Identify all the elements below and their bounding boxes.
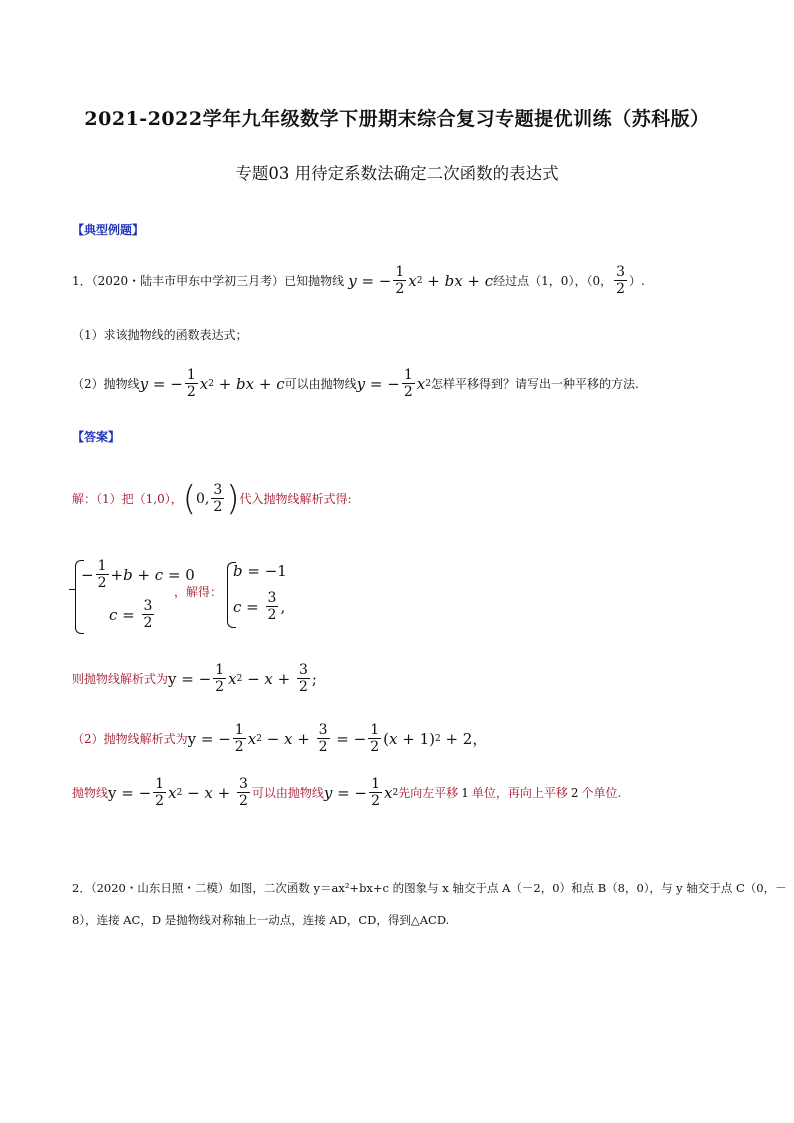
answer-5-middle: 可以由抛物线	[251, 786, 324, 800]
answer-1-tail: 代入抛物线解析式得:	[239, 492, 352, 506]
question-2-line-2: 8），连接 AC，D 是抛物线对称轴上一动点，连接 AD，CD，得到△ACD.	[72, 913, 450, 927]
fraction-three-halves: $\frac{3}{2}$	[616, 264, 625, 297]
answer-5-number-2: 2	[570, 785, 579, 800]
q1-part2-lead: （2）抛物线	[72, 377, 140, 391]
document-subtitle: 专题03 用待定系数法确定二次函数的表达式	[235, 164, 559, 183]
answer-1-lead: 解：（1）把（1,0），	[72, 492, 183, 506]
answer-line-5: 抛物线 y = − $\frac{1}{2}$ x 2 − x + $\frac{3}{2}$ 可以由抛物线 y = − $\frac{1}{2}$ x 2 先向左平移 1 单位，再向上平移 2 个单位.	[72, 776, 622, 809]
q1-intro-text: 1．（2020・陆丰市甲东中学初三月考）已知抛物线	[72, 274, 345, 288]
answer-5-lead: 抛物线	[72, 786, 109, 800]
answer-4-lead: （2）抛物线解析式为	[72, 732, 188, 746]
question-2-line-1: 2．（2020・山东日照・二模）如图，二次函数 y＝ax²+bx+c 的图象与 x 轴交于点 A（－2，0）和点 B（8，0），与 y 轴交于点 C（0，－	[72, 881, 787, 895]
answer-line-4: （2）抛物线解析式为 y = − $\frac{1}{2}$ x 2 − x + $\frac{3}{2}$ = − $\frac{1}{2}$ ( x + 1) 2 + 2，	[72, 722, 488, 755]
solved-label: ，解得：	[174, 585, 223, 599]
question-1-intro: 1．（2020・陆丰市甲东中学初三月考）已知抛物线 y = − $\frac{1}{2}$ x 2 + bx + c 经过点（1，0），（0， $\frac{3}{2}$ ）.	[72, 264, 645, 297]
q1-part2-tail: 怎样平移得到？请写出一种平移的方法.	[430, 377, 639, 391]
solution-system: b = −1 c = $\frac{3}{2}$ ,	[227, 560, 287, 628]
answer-5-shift-left: 先向左平移	[398, 786, 459, 800]
q1-part2-middle: 可以由抛物线	[284, 377, 357, 391]
section-examples-heading: 【典型例题】	[72, 223, 145, 237]
answer-5-shift-up: 单位，再向上平移	[471, 786, 568, 800]
equation-system: − $\frac{1}{2}$ + b + c = 0 c = $\frac{3}{2}$	[75, 558, 175, 634]
fraction-one-half: $\frac{1}{2}$	[395, 264, 405, 297]
document-title: 2021-2022学年九年级数学下册期末综合复习专题提优训练（苏科版）	[84, 108, 710, 130]
section-answer-heading: 【答案】	[72, 430, 121, 444]
answer-3-lead: 则抛物线解析式为	[72, 672, 169, 686]
answer-line-1: 解：（1）把（1,0）， ( 0, $\frac{3}{2}$ ) 代入抛物线解析式得:	[72, 478, 352, 519]
question-1-part-1: （1）求该抛物线的函数表达式；	[72, 328, 248, 342]
question-1-part-2: （2）抛物线 y = − $\frac{1}{2}$ x 2 + bx + c 可以由抛物线 y = − $\frac{1}{2}$ x 2 怎样平移得到？请写出一种平移的方法.	[72, 367, 639, 400]
answer-5-tail: 个单位.	[581, 786, 622, 800]
answer-line-3: 则抛物线解析式为 y = − $\frac{1}{2}$ x 2 − x + $\frac{3}{2}$ ;	[72, 662, 317, 695]
q1-close-text: ）.	[629, 274, 645, 288]
q1-passes-text: 经过点（1，0），（0，	[493, 274, 613, 288]
answer-5-number-1: 1	[461, 785, 469, 800]
